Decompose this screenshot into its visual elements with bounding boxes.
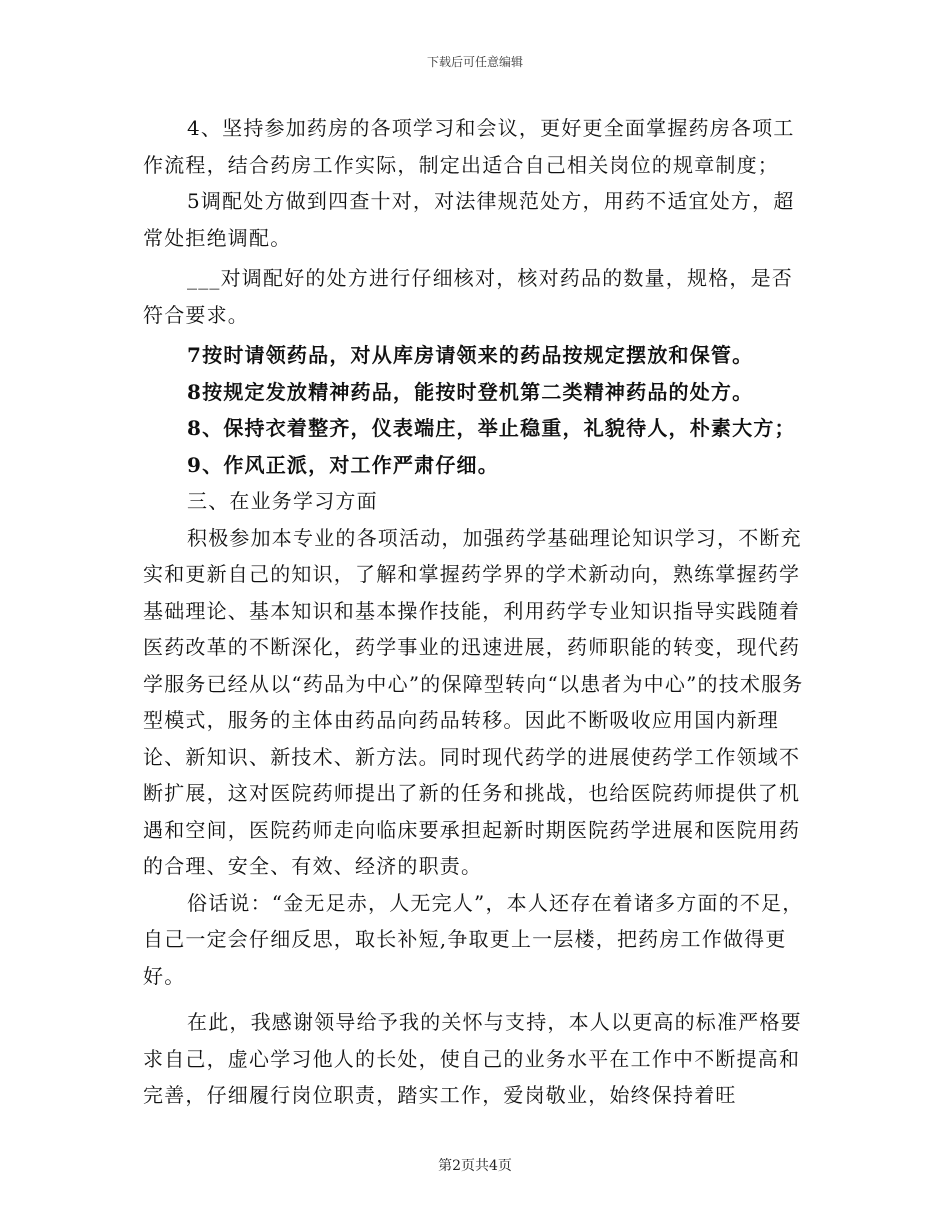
- paragraph-item-6: ___对调配好的处方进行仔细核对，核对药品的数量，规格，是否符合要求。: [143, 266, 793, 327]
- page-footer: 第2页共4页: [438, 1158, 512, 1174]
- paragraph-item-7: 7按时请领药品，对从库房请领来的药品按规定摆放和保管。: [187, 343, 754, 367]
- section-heading-3: 三、在业务学习方面: [187, 489, 378, 513]
- paragraph-proverb: 俗话说：“金无足赤，人无完人”，本人还存在着诸多方面的不足，自己一定会仔细反思，取长补短,争取更上一层楼，把药房工作做得更好。: [143, 890, 804, 988]
- page-header: 下载后可任意编辑: [426, 55, 523, 69]
- paragraph-item-5: 5调配处方做到四查十对，对法律规范处方，用药不适宜处方，超常处拒绝调配。: [143, 189, 795, 250]
- paragraph-study: 积极参加本专业的各项活动，加强药学基础理论知识学习，不断充实和更新自己的知识，了解和掌握药学界的学术新动向，熟练掌握药学基础理论、基本知识和基本操作技能，利用药学专业知识指导实践随着医药改革的不断深化，药学事业的迅速进展，药师职能的转变，现代药学服务已经从以“药品为中心”的保障型转向“以患者为中心”的技术服务型模式，服务的主体由药品向药品转移。因此不断吸收应用国内新理论、新知识、新技术、新方法。同时现代药学的进展使药学工作领域不断扩展，这对医院药师提出了新的任务和挑战，也给医院药师提供了机遇和空间，医院药师走向临床要承担起新时期医院药学进展和医院用药的合理、安全、有效、经济的职责。: [143, 525, 804, 878]
- document-body: [143, 110, 811, 1114]
- paragraph-thanks: 在此，我感谢领导给予我的关怀与支持，本人以更高的标准严格要求自己，虚心学习他人的长处，使自己的业务水平在工作中不断提高和完善，仔细履行岗位职责，踏实工作，爱岗敬业，始终保持着旺: [143, 1010, 802, 1107]
- paragraph-item-8b: 8、保持衣着整齐，仪表端庄，举止稳重，礼貌待人，朴素大方；: [187, 416, 796, 440]
- paragraph-item-4: 4、坚持参加药房的各项学习和会议，更好更全面掌握药房各项工作流程，结合药房工作实际，制定出适合自己相关岗位的规章制度；: [143, 116, 795, 177]
- paragraph-item-8a: 8按规定发放精神药品，能按时登机第二类精神药品的处方。: [187, 379, 754, 404]
- paragraph-item-9: 9、作风正派，对工作严肃仔细。: [187, 452, 499, 477]
